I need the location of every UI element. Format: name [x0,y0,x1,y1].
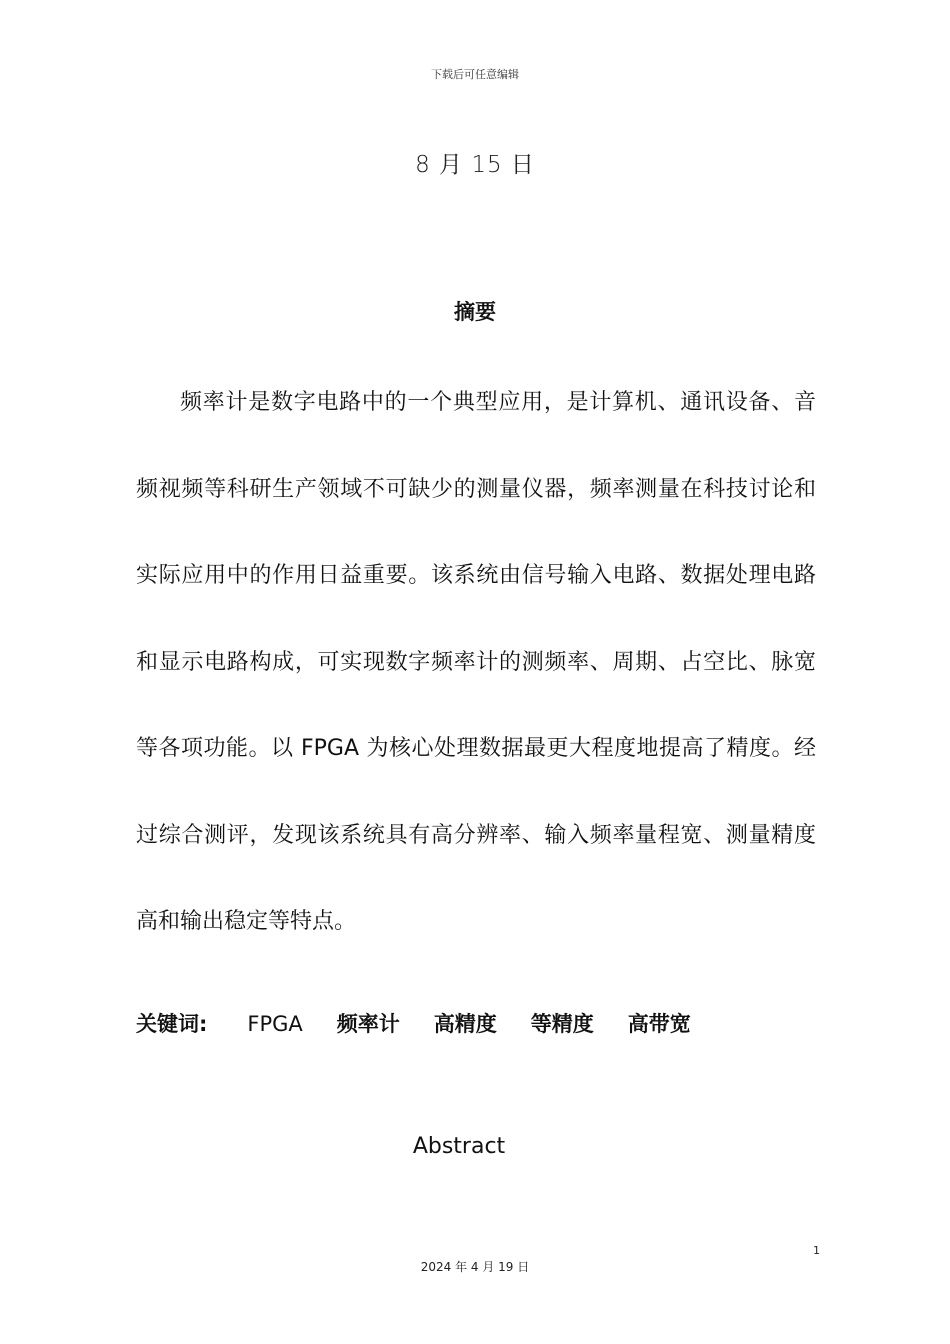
page-number: 1 [813,1244,820,1257]
abstract-cn-title: 摘要 [454,300,496,324]
keyword-item: 等精度 [530,1012,594,1036]
footer-date: 2024 年 4 月 19 日 [420,1260,530,1274]
keyword-item: 高带宽 [627,1012,691,1036]
cover-date: 8 月 15 日 [415,152,535,178]
keywords-label: 关键词: [136,1012,208,1036]
header-note: 下载后可任意编辑 [431,68,519,81]
keyword-item: 高精度 [433,1012,497,1036]
keyword-item: FPGA [247,1012,303,1036]
abstract-en-title: Abstract [412,1134,506,1159]
keywords-line [136,1008,816,1038]
keyword-item: 频率计 [336,1012,400,1036]
abstract-cn-body: 频率计是数字电路中的一个典型应用，是计算机、通讯设备、音频视频等科研生产领域不可缺少的测量仪器，频率测量在科技讨论和实际应用中的作用日益重要。该系统由信号输入电路、数据处理电路和显示电路构成，可实现数字频率计的测频率、周期、占空比、脉宽等各项功能。以 FPGA 为核心处理数据最更大程度地提高了精度。经过综合测评，发现该系统具有高分辨率、输入频率量程宽、测量精度高和输出稳定等特点。 [136,390,816,934]
